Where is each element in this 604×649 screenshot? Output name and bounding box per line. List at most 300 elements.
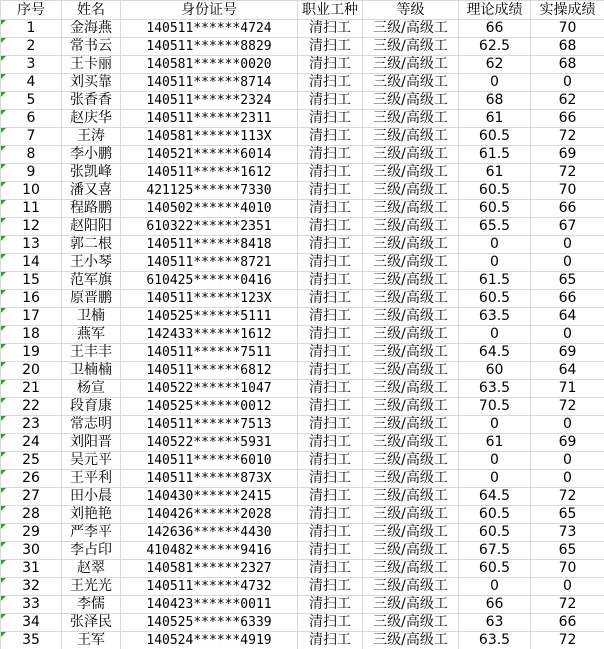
- cell-grade[interactable]: [363, 560, 459, 578]
- cell-job-type[interactable]: [298, 146, 363, 164]
- cell-grade[interactable]: [363, 200, 459, 218]
- cell-id-number[interactable]: [121, 38, 298, 56]
- cell-id-number[interactable]: [121, 56, 298, 74]
- cell-name[interactable]: [62, 128, 121, 146]
- cell-job-type[interactable]: [298, 74, 363, 92]
- cell-grade[interactable]: [363, 470, 459, 488]
- cell-serial-number[interactable]: [1, 560, 62, 578]
- cell-theory-score[interactable]: [459, 164, 531, 182]
- cell-practical-score[interactable]: [531, 308, 604, 326]
- cell-practical-score[interactable]: [531, 596, 604, 614]
- cell-name[interactable]: [62, 236, 121, 254]
- cell-practical-score[interactable]: [531, 92, 604, 110]
- cell-theory-score[interactable]: [459, 20, 531, 38]
- col-header-id-number[interactable]: 身份证号: [121, 1, 298, 20]
- cell-grade[interactable]: [363, 452, 459, 470]
- cell-theory-score[interactable]: [459, 326, 531, 344]
- cell-id-number[interactable]: [121, 596, 298, 614]
- cell-practical-score[interactable]: [531, 524, 604, 542]
- cell-job-type[interactable]: [298, 560, 363, 578]
- cell-theory-score[interactable]: [459, 578, 531, 596]
- table-row: [1, 614, 604, 632]
- cell-serial-number[interactable]: [1, 146, 62, 164]
- cell-serial-number[interactable]: [1, 542, 62, 560]
- cell-theory-score[interactable]: [459, 524, 531, 542]
- cell-id-number[interactable]: [121, 344, 298, 362]
- cell-theory-score[interactable]: [459, 236, 531, 254]
- cell-id-number[interactable]: [121, 434, 298, 452]
- cell-name[interactable]: [62, 560, 121, 578]
- cell-practical-score[interactable]: [531, 470, 604, 488]
- cell-theory-score[interactable]: [459, 470, 531, 488]
- cell-grade[interactable]: [363, 146, 459, 164]
- cell-name[interactable]: [62, 542, 121, 560]
- cell-job-type[interactable]: [298, 326, 363, 344]
- cell-practical-score[interactable]: [531, 344, 604, 362]
- cell-job-type[interactable]: [298, 236, 363, 254]
- cell-practical-score[interactable]: [531, 452, 604, 470]
- cell-grade[interactable]: [363, 542, 459, 560]
- cell-id-number[interactable]: [121, 560, 298, 578]
- cell-name[interactable]: [62, 488, 121, 506]
- cell-name[interactable]: [62, 416, 121, 434]
- cell-practical-score-text: 0: [563, 254, 572, 270]
- cell-practical-score[interactable]: [531, 578, 604, 596]
- cell-serial-number[interactable]: [1, 344, 62, 362]
- cell-id-number-text: 140581******113X: [146, 129, 272, 144]
- cell-grade[interactable]: [363, 398, 459, 416]
- cell-name[interactable]: [62, 164, 121, 182]
- cell-serial-number[interactable]: [1, 434, 62, 452]
- cell-grade[interactable]: [363, 20, 459, 38]
- col-header-practical-score[interactable]: 实操成绩: [531, 1, 604, 20]
- cell-name[interactable]: [62, 38, 121, 56]
- cell-job-type[interactable]: [298, 110, 363, 128]
- cell-name[interactable]: [62, 74, 121, 92]
- cell-practical-score[interactable]: [531, 272, 604, 290]
- cell-job-type[interactable]: [298, 218, 363, 236]
- error-indicator-icon: [1, 506, 6, 511]
- cell-grade[interactable]: [363, 632, 459, 649]
- cell-practical-score[interactable]: [531, 362, 604, 380]
- cell-serial-number[interactable]: [1, 452, 62, 470]
- cell-id-number[interactable]: [121, 632, 298, 649]
- cell-name[interactable]: [62, 200, 121, 218]
- cell-job-type[interactable]: [298, 254, 363, 272]
- cell-serial-number-text: 3: [26, 56, 36, 72]
- cell-id-number-text: 140522******1047: [146, 381, 272, 396]
- cell-grade-text: 三级/高级工: [373, 524, 448, 540]
- cell-practical-score[interactable]: [531, 236, 604, 254]
- cell-id-number[interactable]: [121, 362, 298, 380]
- cell-grade[interactable]: [363, 488, 459, 506]
- cell-name[interactable]: [62, 146, 121, 164]
- error-indicator-icon: [1, 38, 6, 43]
- cell-theory-score[interactable]: [459, 308, 531, 326]
- cell-name[interactable]: [62, 524, 121, 542]
- cell-serial-number[interactable]: [1, 398, 62, 416]
- cell-theory-score[interactable]: [459, 416, 531, 434]
- cell-serial-number[interactable]: [1, 56, 62, 74]
- cell-job-type[interactable]: [298, 452, 363, 470]
- cell-id-number[interactable]: [121, 146, 298, 164]
- cell-job-type[interactable]: [298, 380, 363, 398]
- cell-theory-score[interactable]: [459, 434, 531, 452]
- cell-practical-score[interactable]: [531, 200, 604, 218]
- cell-grade-text: 三级/高级工: [373, 506, 448, 522]
- cell-theory-score[interactable]: [459, 200, 531, 218]
- cell-id-number[interactable]: [121, 254, 298, 272]
- cell-id-number[interactable]: [121, 578, 298, 596]
- cell-job-type[interactable]: [298, 272, 363, 290]
- cell-practical-score[interactable]: [531, 110, 604, 128]
- cell-name[interactable]: [62, 272, 121, 290]
- cell-serial-number[interactable]: [1, 614, 62, 632]
- cell-grade[interactable]: [363, 290, 459, 308]
- cell-grade[interactable]: [363, 254, 459, 272]
- cell-practical-score[interactable]: [531, 614, 604, 632]
- cell-theory-score[interactable]: [459, 56, 531, 74]
- cell-grade[interactable]: [363, 56, 459, 74]
- cell-theory-score-text: 0: [490, 470, 499, 486]
- cell-id-number[interactable]: [121, 272, 298, 290]
- cell-job-type-text: 清扫工: [309, 362, 351, 378]
- cell-grade[interactable]: [363, 92, 459, 110]
- cell-name[interactable]: [62, 452, 121, 470]
- cell-id-number[interactable]: [121, 110, 298, 128]
- cell-name-text: 赵庆华: [70, 110, 112, 126]
- cell-job-type[interactable]: [298, 20, 363, 38]
- cell-job-type[interactable]: [298, 290, 363, 308]
- cell-practical-score[interactable]: [531, 218, 604, 236]
- cell-job-type[interactable]: [298, 56, 363, 74]
- cell-id-number[interactable]: [121, 290, 298, 308]
- table-row: [1, 596, 604, 614]
- cell-practical-score[interactable]: [531, 56, 604, 74]
- cell-job-type[interactable]: [298, 596, 363, 614]
- cell-grade[interactable]: [363, 362, 459, 380]
- col-header-theory-score[interactable]: 理论成绩: [459, 1, 531, 20]
- cell-grade[interactable]: [363, 434, 459, 452]
- cell-practical-score-text: 68: [558, 38, 577, 54]
- cell-name[interactable]: [62, 254, 121, 272]
- cell-practical-score[interactable]: [531, 398, 604, 416]
- cell-id-number[interactable]: [121, 542, 298, 560]
- cell-theory-score[interactable]: [459, 272, 531, 290]
- cell-name-text: 王卡丽: [70, 56, 112, 72]
- cell-name[interactable]: [62, 632, 121, 649]
- cell-practical-score[interactable]: [531, 20, 604, 38]
- cell-theory-score[interactable]: [459, 452, 531, 470]
- cell-theory-score[interactable]: [459, 92, 531, 110]
- cell-theory-score[interactable]: [459, 632, 531, 649]
- cell-serial-number[interactable]: [1, 74, 62, 92]
- cell-practical-score[interactable]: [531, 164, 604, 182]
- cell-job-type[interactable]: [298, 470, 363, 488]
- cell-serial-number[interactable]: [1, 236, 62, 254]
- cell-serial-number-text: 16: [22, 290, 40, 306]
- cell-practical-score[interactable]: [531, 146, 604, 164]
- cell-grade[interactable]: [363, 110, 459, 128]
- cell-practical-score-text: 62: [558, 92, 577, 108]
- cell-serial-number[interactable]: [1, 182, 62, 200]
- table-row: [1, 200, 604, 218]
- cell-job-type[interactable]: [298, 542, 363, 560]
- cell-job-type-text: 清扫工: [309, 632, 351, 648]
- cell-serial-number[interactable]: [1, 254, 62, 272]
- cell-job-type[interactable]: [298, 38, 363, 56]
- cell-grade[interactable]: [363, 272, 459, 290]
- cell-name[interactable]: [62, 578, 121, 596]
- cell-name[interactable]: [62, 506, 121, 524]
- cell-theory-score[interactable]: [459, 398, 531, 416]
- cell-job-type[interactable]: [298, 488, 363, 506]
- cell-name-text: 原晋鹏: [70, 290, 112, 306]
- cell-serial-number[interactable]: [1, 578, 62, 596]
- cell-theory-score[interactable]: [459, 38, 531, 56]
- cell-serial-number[interactable]: [1, 524, 62, 542]
- cell-theory-score[interactable]: [459, 218, 531, 236]
- cell-job-type[interactable]: [298, 434, 363, 452]
- cell-id-number[interactable]: [121, 398, 298, 416]
- cell-name[interactable]: [62, 56, 121, 74]
- cell-job-type[interactable]: [298, 308, 363, 326]
- cell-serial-number[interactable]: [1, 92, 62, 110]
- cell-name[interactable]: [62, 182, 121, 200]
- cell-name[interactable]: [62, 380, 121, 398]
- cell-grade[interactable]: [363, 236, 459, 254]
- cell-job-type[interactable]: [298, 344, 363, 362]
- cell-serial-number-text: 27: [22, 488, 40, 504]
- cell-id-number[interactable]: [121, 236, 298, 254]
- cell-grade[interactable]: [363, 416, 459, 434]
- cell-id-number[interactable]: [121, 20, 298, 38]
- cell-job-type[interactable]: [298, 182, 363, 200]
- cell-theory-score[interactable]: [459, 146, 531, 164]
- cell-name[interactable]: [62, 20, 121, 38]
- cell-grade[interactable]: [363, 380, 459, 398]
- col-header-name[interactable]: 姓名: [62, 1, 121, 20]
- cell-serial-number[interactable]: [1, 488, 62, 506]
- cell-id-number[interactable]: [121, 308, 298, 326]
- cell-id-number[interactable]: [121, 200, 298, 218]
- cell-grade[interactable]: [363, 596, 459, 614]
- cell-serial-number[interactable]: [1, 290, 62, 308]
- cell-job-type[interactable]: [298, 362, 363, 380]
- cell-theory-score[interactable]: [459, 128, 531, 146]
- cell-name[interactable]: [62, 344, 121, 362]
- cell-name-text: 刘艳艳: [70, 506, 112, 522]
- cell-grade[interactable]: [363, 524, 459, 542]
- cell-practical-score[interactable]: [531, 632, 604, 649]
- cell-serial-number[interactable]: [1, 200, 62, 218]
- col-header-job-type[interactable]: 职业工种: [298, 1, 363, 20]
- cell-grade[interactable]: [363, 218, 459, 236]
- cell-name[interactable]: [62, 362, 121, 380]
- cell-serial-number[interactable]: [1, 596, 62, 614]
- cell-name[interactable]: [62, 308, 121, 326]
- cell-practical-score[interactable]: [531, 38, 604, 56]
- cell-grade[interactable]: [363, 578, 459, 596]
- cell-grade-text: 三级/高级工: [373, 416, 448, 432]
- cell-job-type-text: 清扫工: [309, 128, 351, 144]
- cell-theory-score[interactable]: [459, 362, 531, 380]
- cell-id-number[interactable]: [121, 524, 298, 542]
- cell-id-number[interactable]: [121, 488, 298, 506]
- cell-name[interactable]: [62, 434, 121, 452]
- cell-serial-number[interactable]: [1, 272, 62, 290]
- cell-serial-number[interactable]: [1, 362, 62, 380]
- cell-grade[interactable]: [363, 38, 459, 56]
- cell-job-type[interactable]: [298, 164, 363, 182]
- cell-grade-text: 三级/高级工: [373, 236, 448, 252]
- cell-practical-score[interactable]: [531, 488, 604, 506]
- cell-job-type[interactable]: [298, 128, 363, 146]
- cell-name[interactable]: [62, 218, 121, 236]
- cell-grade[interactable]: [363, 308, 459, 326]
- cell-theory-score[interactable]: [459, 488, 531, 506]
- cell-serial-number[interactable]: [1, 308, 62, 326]
- cell-id-number[interactable]: [121, 470, 298, 488]
- cell-id-number[interactable]: [121, 74, 298, 92]
- cell-grade-text: 三级/高级工: [373, 38, 448, 54]
- cell-grade[interactable]: [363, 506, 459, 524]
- cell-serial-number[interactable]: [1, 506, 62, 524]
- error-indicator-icon: [1, 578, 6, 583]
- cell-serial-number[interactable]: [1, 380, 62, 398]
- cell-job-type[interactable]: [298, 398, 363, 416]
- error-indicator-icon: [1, 542, 6, 547]
- cell-name-text: 张凯峰: [70, 164, 112, 180]
- cell-theory-score[interactable]: [459, 596, 531, 614]
- cell-grade-text: 三级/高级工: [373, 362, 448, 378]
- cell-theory-score[interactable]: [459, 254, 531, 272]
- cell-job-type[interactable]: [298, 200, 363, 218]
- cell-id-number[interactable]: [121, 506, 298, 524]
- cell-name[interactable]: [62, 398, 121, 416]
- cell-serial-number-text: 35: [22, 632, 40, 648]
- cell-grade[interactable]: [363, 128, 459, 146]
- cell-id-number[interactable]: [121, 128, 298, 146]
- cell-grade[interactable]: [363, 614, 459, 632]
- cell-name[interactable]: [62, 596, 121, 614]
- cell-practical-score[interactable]: [531, 290, 604, 308]
- cell-id-number[interactable]: [121, 218, 298, 236]
- error-indicator-icon: [1, 308, 6, 313]
- cell-id-number-text: 140511******8829: [146, 39, 272, 54]
- cell-theory-score[interactable]: [459, 614, 531, 632]
- cell-id-number-text: 421125******7330: [146, 183, 272, 198]
- cell-name[interactable]: [62, 110, 121, 128]
- cell-name[interactable]: [62, 470, 121, 488]
- cell-job-type-text: 清扫工: [309, 20, 351, 36]
- cell-serial-number[interactable]: [1, 128, 62, 146]
- cell-serial-number-text: 26: [22, 470, 40, 486]
- cell-job-type[interactable]: [298, 92, 363, 110]
- cell-practical-score-text: 65: [558, 542, 577, 558]
- cell-theory-score[interactable]: [459, 290, 531, 308]
- cell-practical-score-text: 0: [563, 578, 572, 594]
- cell-grade[interactable]: [363, 74, 459, 92]
- cell-practical-score[interactable]: [531, 434, 604, 452]
- error-indicator-icon: [1, 434, 6, 439]
- cell-name[interactable]: [62, 326, 121, 344]
- cell-serial-number[interactable]: [1, 218, 62, 236]
- cell-id-number[interactable]: [121, 164, 298, 182]
- cell-id-number[interactable]: [121, 182, 298, 200]
- cell-theory-score[interactable]: [459, 110, 531, 128]
- cell-practical-score[interactable]: [531, 326, 604, 344]
- cell-name-text: 刘阳晋: [70, 434, 112, 450]
- cell-theory-score[interactable]: [459, 506, 531, 524]
- cell-serial-number[interactable]: [1, 632, 62, 649]
- cell-job-type[interactable]: [298, 614, 363, 632]
- cell-theory-score[interactable]: [459, 182, 531, 200]
- cell-practical-score[interactable]: [531, 560, 604, 578]
- cell-id-number[interactable]: [121, 452, 298, 470]
- cell-practical-score[interactable]: [531, 128, 604, 146]
- cell-practical-score[interactable]: [531, 74, 604, 92]
- error-indicator-icon: [1, 200, 6, 205]
- cell-name[interactable]: [62, 92, 121, 110]
- table-row: [1, 560, 604, 578]
- cell-serial-number[interactable]: [1, 110, 62, 128]
- cell-theory-score[interactable]: [459, 344, 531, 362]
- cell-grade-text: 三级/高级工: [373, 434, 448, 450]
- cell-job-type[interactable]: [298, 524, 363, 542]
- cell-serial-number[interactable]: [1, 20, 62, 38]
- col-header-serial-number[interactable]: 序号: [1, 1, 62, 20]
- cell-job-type[interactable]: [298, 578, 363, 596]
- cell-name[interactable]: [62, 290, 121, 308]
- cell-theory-score[interactable]: [459, 560, 531, 578]
- cell-grade[interactable]: [363, 326, 459, 344]
- cell-theory-score-text: 63.5: [478, 380, 511, 396]
- cell-theory-score[interactable]: [459, 74, 531, 92]
- cell-practical-score[interactable]: [531, 506, 604, 524]
- cell-serial-number[interactable]: [1, 38, 62, 56]
- cell-serial-number-text: 13: [22, 236, 40, 252]
- cell-serial-number[interactable]: [1, 416, 62, 434]
- cell-theory-score[interactable]: [459, 380, 531, 398]
- cell-id-number[interactable]: [121, 614, 298, 632]
- cell-practical-score[interactable]: [531, 182, 604, 200]
- cell-theory-score-text: 60.5: [478, 290, 511, 306]
- cell-practical-score[interactable]: [531, 542, 604, 560]
- cell-job-type[interactable]: [298, 506, 363, 524]
- cell-id-number[interactable]: [121, 416, 298, 434]
- cell-name-text: 李占印: [70, 542, 112, 558]
- cell-name[interactable]: [62, 614, 121, 632]
- cell-serial-number[interactable]: [1, 164, 62, 182]
- cell-grade[interactable]: [363, 182, 459, 200]
- cell-job-type[interactable]: [298, 416, 363, 434]
- col-header-grade[interactable]: 等级: [363, 1, 459, 20]
- cell-practical-score[interactable]: [531, 380, 604, 398]
- cell-grade[interactable]: [363, 344, 459, 362]
- cell-theory-score[interactable]: [459, 542, 531, 560]
- cell-serial-number[interactable]: [1, 326, 62, 344]
- cell-grade[interactable]: [363, 164, 459, 182]
- cell-id-number[interactable]: [121, 380, 298, 398]
- cell-practical-score[interactable]: [531, 416, 604, 434]
- cell-job-type[interactable]: [298, 632, 363, 649]
- cell-id-number[interactable]: [121, 92, 298, 110]
- cell-serial-number[interactable]: [1, 470, 62, 488]
- cell-practical-score[interactable]: [531, 254, 604, 272]
- cell-id-number[interactable]: [121, 326, 298, 344]
- error-indicator-icon: [1, 128, 6, 133]
